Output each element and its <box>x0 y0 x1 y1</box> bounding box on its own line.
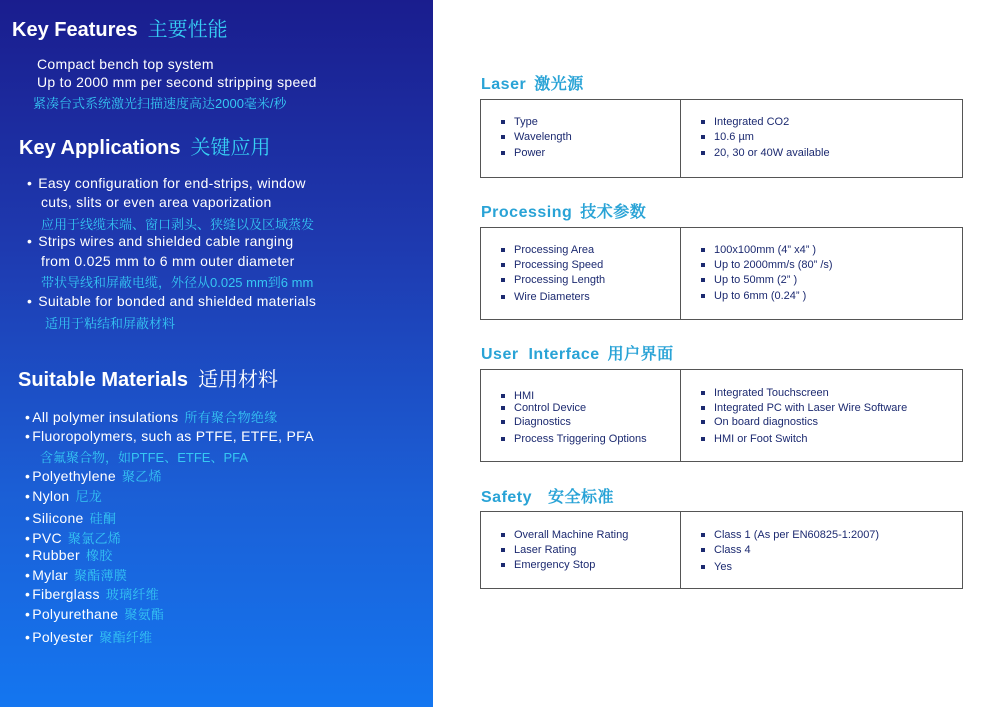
application-item-2-zh: 带状导线和屏蔽电缆，外径从0.025 mm到6 mm <box>41 275 314 290</box>
material-item <box>25 466 162 485</box>
processing-label-speed: Processing Speed <box>501 259 603 271</box>
application-item-2-cont: from 0.025 mm to 6 mm outer diameter <box>41 253 295 269</box>
material-name: All polymer insulations <box>32 409 179 425</box>
laser-labels <box>481 100 681 177</box>
material-item <box>25 627 152 646</box>
laser-values <box>681 100 962 177</box>
suitable-materials-heading <box>18 363 278 392</box>
ui-label-hmi: HMI <box>501 390 534 402</box>
bullet: • <box>25 409 31 425</box>
laser-label-power: Power <box>501 147 545 159</box>
feature-line-zh: 紧凑台式系统激光扫描速度高达2000毫米/秒 <box>33 96 287 111</box>
bullet: • <box>25 428 31 444</box>
key-applications-title: Key Applications <box>19 137 181 159</box>
material-name-zh: 尼龙 <box>75 489 103 504</box>
laser-label-type: Type <box>501 116 538 128</box>
feature-line-2: Up to 2000 mm per second stripping speed <box>37 74 317 90</box>
user-interface-labels <box>481 370 681 461</box>
user-interface-table <box>480 369 963 462</box>
processing-labels <box>481 228 681 319</box>
material-name: Fiberglass <box>32 586 100 602</box>
laser-title: Laser <box>481 76 527 93</box>
safety-value-emergency-stop: Yes <box>701 561 732 573</box>
safety-value-laser-rating: Class 4 <box>701 544 751 556</box>
application-item-3-zh: 适用于粘结和屏蔽材料 <box>45 316 176 331</box>
material-item <box>25 428 314 444</box>
ui-value-control-device: Integrated PC with Laser Wire Software <box>701 402 907 414</box>
safety-table <box>480 511 963 589</box>
material-name-zh: 含氟聚合物，如PTFE、ETFE、PFA <box>40 450 249 465</box>
processing-label-diameters: Wire Diameters <box>501 291 590 303</box>
laser-heading <box>481 71 584 94</box>
feature-line-1: Compact bench top system <box>37 56 214 72</box>
application-item-2: • Strips wires and shielded cable ranging <box>27 233 294 249</box>
processing-value-diameters: Up to 6mm (0.24” ) <box>701 290 806 302</box>
processing-label-area: Processing Area <box>501 244 594 256</box>
material-item <box>25 508 116 527</box>
ui-label-control-device: Control Device <box>501 402 586 414</box>
safety-label-emergency-stop: Emergency Stop <box>501 559 595 571</box>
material-name: Polyethylene <box>32 468 116 484</box>
material-item <box>25 407 278 426</box>
safety-labels <box>481 512 681 588</box>
processing-table <box>480 227 963 320</box>
suitable-materials-title: Suitable Materials <box>18 369 189 391</box>
safety-label-laser-rating: Laser Rating <box>501 544 576 556</box>
ui-label-process-triggering: Process Triggering Options <box>501 433 647 445</box>
laser-title-zh: 激光源 <box>534 76 584 93</box>
material-name-zh: 硅酮 <box>89 511 117 526</box>
processing-value-speed: Up to 2000mm/s (80” /s) <box>701 259 833 271</box>
bullet: • <box>25 567 31 583</box>
processing-heading <box>481 199 646 222</box>
material-item <box>25 565 127 584</box>
processing-title: Processing <box>481 204 573 221</box>
bullet: • <box>25 606 31 622</box>
application-item-3: • Suitable for bonded and shielded materials <box>27 293 316 309</box>
application-item-1-zh: 应用于线缆末端、窗口剥头、狭缝以及区域蒸发 <box>41 217 315 232</box>
safety-title: Safety <box>481 489 533 506</box>
material-name: Nylon <box>32 488 70 504</box>
user-interface-title-zh: 用户界面 <box>607 346 674 363</box>
bullet: • <box>25 510 31 526</box>
processing-value-area: 100x100mm (4” x4” ) <box>701 244 816 256</box>
safety-title-zh: 安全标准 <box>548 489 615 506</box>
user-interface-heading <box>481 341 674 364</box>
bullet: • <box>25 468 31 484</box>
processing-values <box>681 228 962 319</box>
material-item <box>25 584 159 603</box>
key-features-heading <box>12 13 228 42</box>
user-interface-values <box>681 370 962 461</box>
material-name: Fluoropolymers, such as PTFE, ETFE, PFA <box>32 428 314 444</box>
safety-values <box>681 512 962 588</box>
material-name: Polyurethane <box>32 606 119 622</box>
laser-value-power: 20, 30 or 40W available <box>701 147 830 159</box>
safety-heading <box>481 484 614 507</box>
material-name-zh: 聚乙烯 <box>121 469 162 484</box>
processing-title-zh: 技术参数 <box>580 204 647 221</box>
key-applications-title-zh: 关键应用 <box>190 137 271 159</box>
key-features-title-zh: 主要性能 <box>147 19 228 41</box>
key-applications-heading <box>19 131 271 160</box>
bullet: • <box>25 547 31 563</box>
user-interface-title: User Interface <box>481 346 600 363</box>
material-name-zh: 所有聚合物绝缘 <box>184 410 278 425</box>
processing-value-length: Up to 50mm (2” ) <box>701 274 797 286</box>
laser-label-wavelength: Wavelength <box>501 131 572 143</box>
material-name-zh: 聚酯纤维 <box>99 630 153 645</box>
laser-table <box>480 99 963 178</box>
material-item <box>25 545 113 564</box>
right-panel <box>433 0 997 707</box>
material-name: Rubber <box>32 547 80 563</box>
laser-value-wavelength: 10.6 µm <box>701 131 754 143</box>
bullet: • <box>25 530 31 546</box>
laser-value-type: Integrated CO2 <box>701 116 789 128</box>
safety-label-machine-rating: Overall Machine Rating <box>501 529 628 541</box>
material-name: Mylar <box>32 567 68 583</box>
material-item <box>25 486 102 505</box>
ui-value-diagnostics: On board diagnostics <box>701 416 818 428</box>
material-name: Silicone <box>32 510 84 526</box>
suitable-materials-title-zh: 适用材料 <box>198 369 279 391</box>
bullet: • <box>25 586 31 602</box>
material-name: PVC <box>32 530 62 546</box>
material-name-zh: 聚酯薄膜 <box>73 568 128 583</box>
material-name-zh: 聚氯乙烯 <box>67 531 122 546</box>
ui-value-hmi: Integrated Touchscreen <box>701 387 829 399</box>
material-name-zh: 聚氨酯 <box>124 607 165 622</box>
ui-label-diagnostics: Diagnostics <box>501 416 571 428</box>
bullet: • <box>25 629 31 645</box>
application-item-1-cont: cuts, slits or even area vaporization <box>41 194 272 210</box>
left-panel <box>0 0 433 707</box>
processing-label-length: Processing Length <box>501 274 605 286</box>
bullet: • <box>25 488 31 504</box>
material-name: Polyester <box>32 629 94 645</box>
ui-value-process-triggering: HMI or Foot Switch <box>701 433 808 445</box>
material-item <box>25 604 164 623</box>
safety-value-machine-rating: Class 1 (As per EN60825-1:2007) <box>701 529 879 541</box>
material-name-zh: 玻璃纤维 <box>105 587 159 602</box>
key-features-title: Key Features <box>12 19 138 41</box>
material-name-zh: 橡胶 <box>85 548 113 563</box>
application-item-1: • Easy configuration for end-strips, window <box>27 175 306 191</box>
